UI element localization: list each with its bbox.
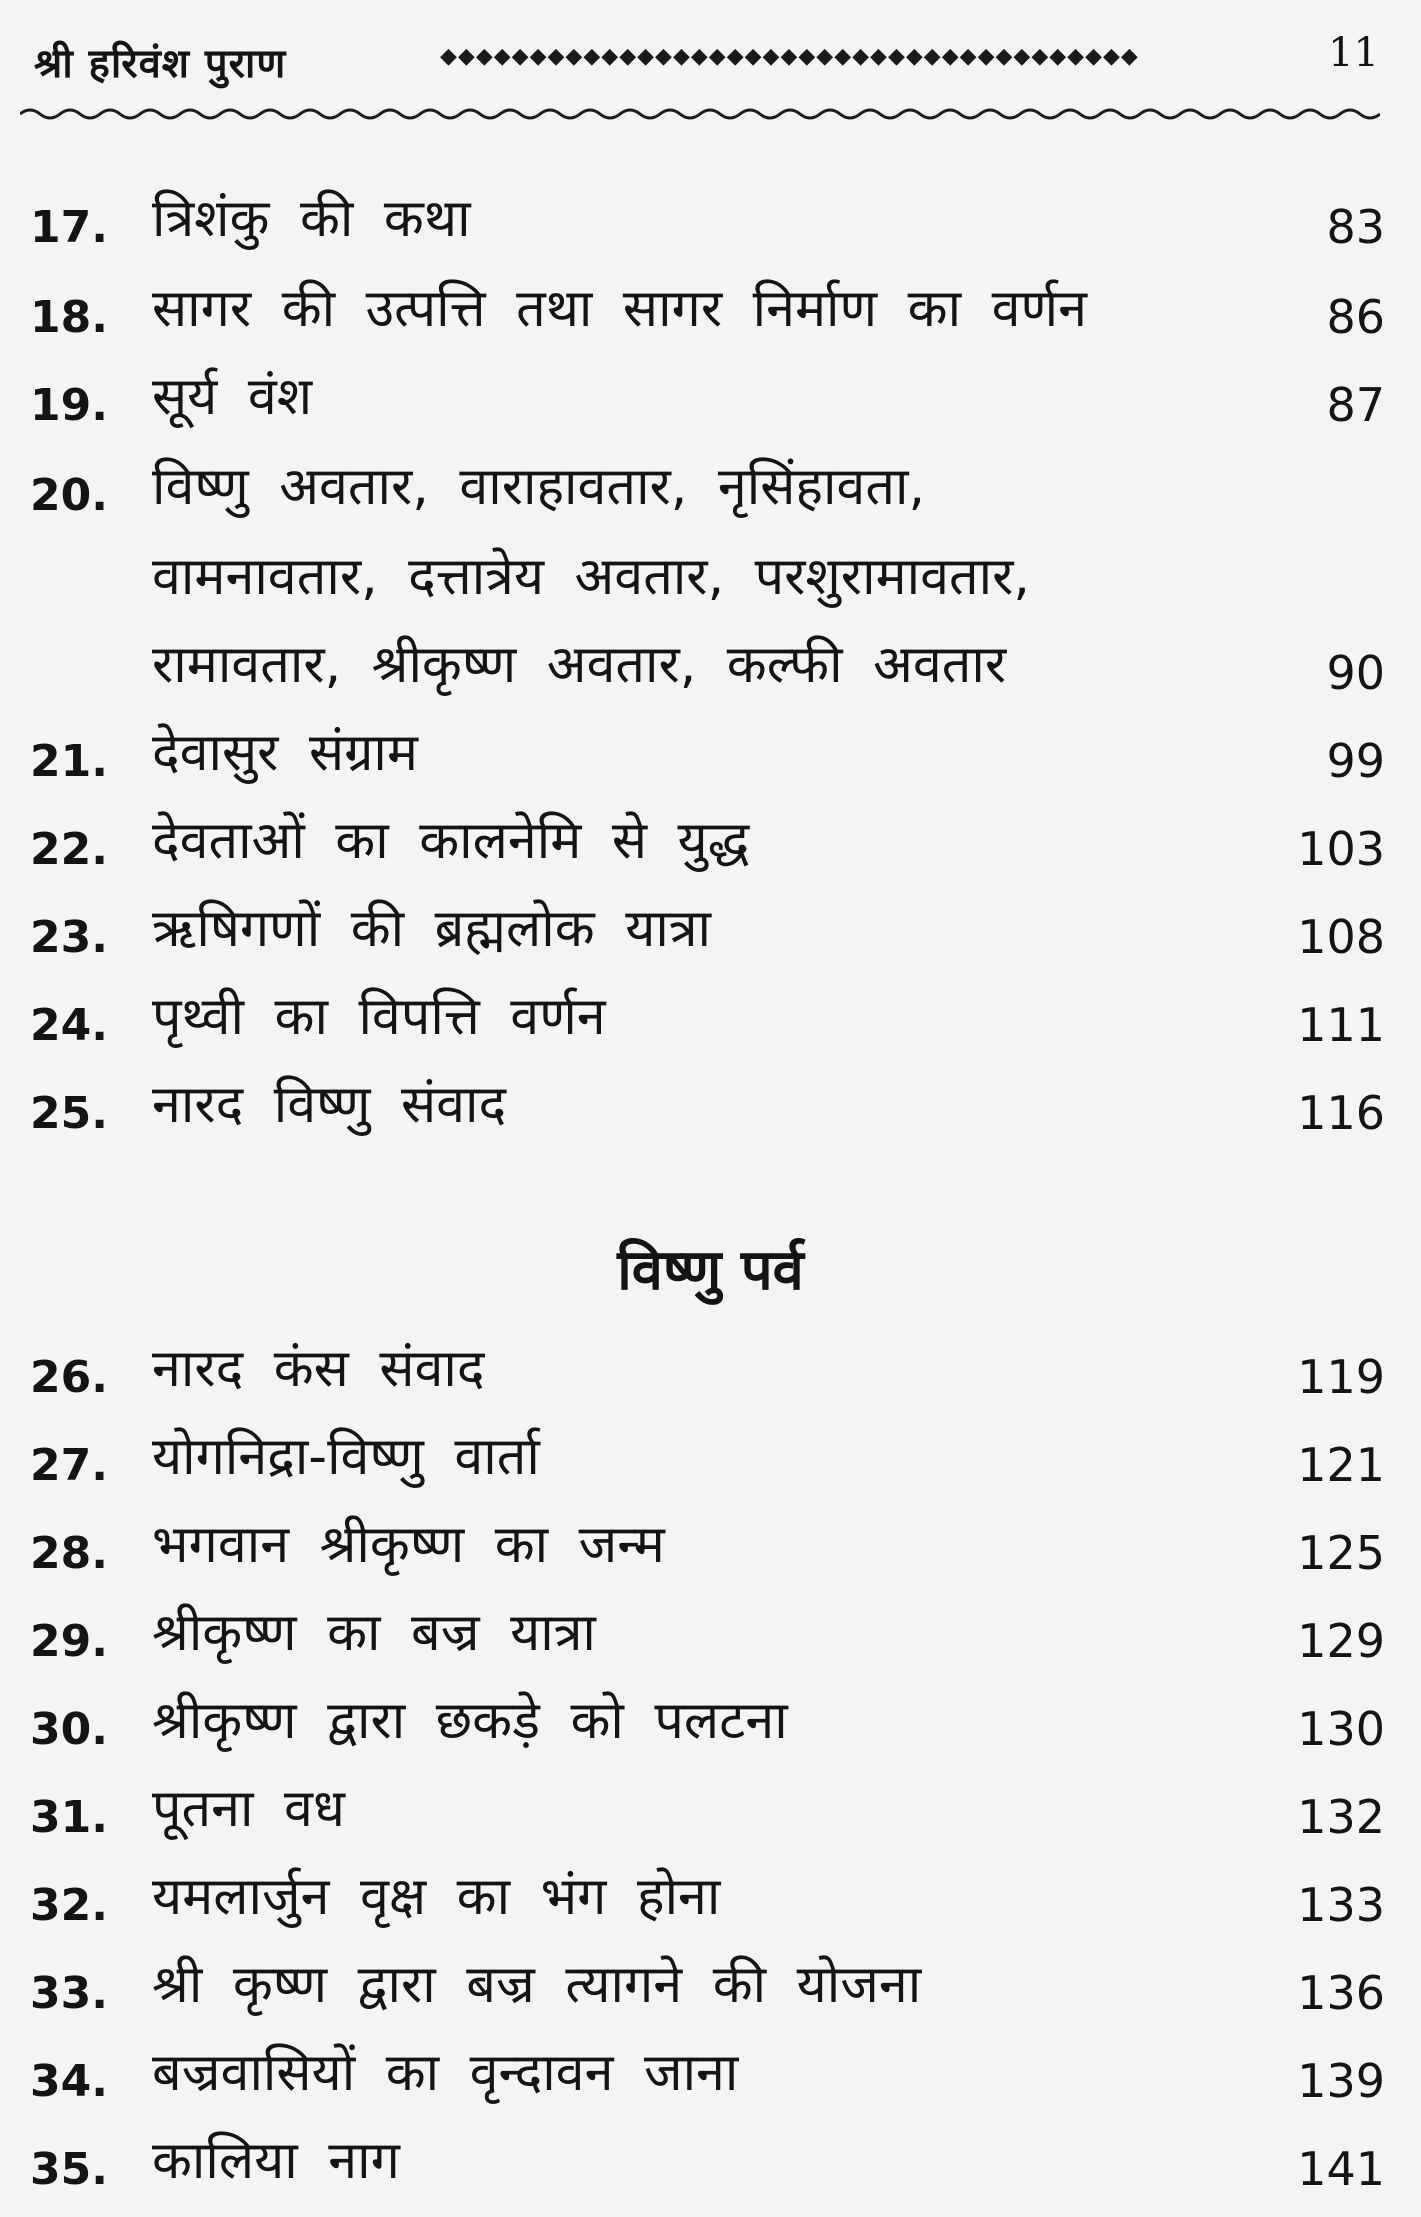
entry-page: 125 <box>1297 1526 1385 1580</box>
toc-entry <box>30 1938 1385 2020</box>
toc-entry <box>30 1674 1385 1756</box>
entry-number: 35. <box>30 2144 108 2195</box>
entry-title: श्रीकृष्ण का बज्र यात्रा <box>152 1603 596 1664</box>
entry-title: सूर्य वंश <box>152 367 313 428</box>
entry-page: 86 <box>1326 290 1385 344</box>
section-heading: विष्णु पर्व <box>617 1238 804 1303</box>
toc-entry <box>30 2026 1385 2108</box>
entry-title-line-3: रामावतार, श्रीकृष्ण अवतार, कल्फी अवतार <box>152 635 1007 696</box>
toc-entry <box>30 1762 1385 1844</box>
entry-title: नारद विष्णु संवाद <box>152 1075 507 1136</box>
entry-title: योगनिद्रा-विष्णु वार्ता <box>152 1427 540 1488</box>
entry-title: बज्रवासियों का वृन्दावन जाना <box>152 2043 739 2104</box>
toc-entry <box>30 882 1385 964</box>
entry-page: 103 <box>1297 822 1385 876</box>
toc-entry <box>30 2114 1385 2196</box>
entry-page: 111 <box>1297 998 1385 1052</box>
entry-title: सागर की उत्पत्ति तथा सागर निर्माण का वर्णन <box>152 279 1087 340</box>
entry-number: 31. <box>30 1792 108 1843</box>
entry-number: 18. <box>30 292 108 343</box>
toc-entry <box>30 970 1385 1052</box>
entry-page: 83 <box>1326 200 1385 254</box>
entry-number: 21. <box>30 736 108 787</box>
entry-number: 34. <box>30 2056 108 2107</box>
entry-title: पृथ्वी का विपत्ति वर्णन <box>152 987 606 1048</box>
entry-title: देवताओं का कालनेमि से युद्ध <box>152 811 750 872</box>
entry-page: 99 <box>1326 734 1385 788</box>
entry-page: 119 <box>1297 1350 1385 1404</box>
entry-page: 130 <box>1297 1702 1385 1756</box>
toc-entry <box>30 1850 1385 1932</box>
page-number: 11 <box>1328 30 1379 76</box>
entry-number: 22. <box>30 824 108 875</box>
entry-title: त्रिशंकु की कथा <box>152 189 471 250</box>
entry-title-line-2: वामनावतार, दत्तात्रेय अवतार, परशुरामावतार, <box>152 547 1030 608</box>
toc-entry <box>30 1058 1385 1140</box>
entry-number: 33. <box>30 1968 108 2019</box>
toc-entry <box>30 1410 1385 1492</box>
entry-page: 121 <box>1297 1438 1385 1492</box>
toc-entry <box>30 794 1385 876</box>
wavy-rule-divider <box>20 96 1380 126</box>
running-header <box>30 22 1379 102</box>
entry-number: 28. <box>30 1528 108 1579</box>
entry-title: पूतना वध <box>152 1779 345 1840</box>
entry-number: 26. <box>30 1352 108 1403</box>
entry-title: यमलार्जुन वृक्ष का भंग होना <box>152 1867 721 1928</box>
toc-entry <box>30 440 1385 521</box>
entry-number: 19. <box>30 380 108 431</box>
entry-title: कालिया नाग <box>152 2131 400 2192</box>
toc-entry <box>30 350 1385 432</box>
entry-number: 20. <box>30 470 108 521</box>
entry-page: 108 <box>1297 910 1385 964</box>
entry-number: 27. <box>30 1440 108 1491</box>
entry-number: 24. <box>30 1000 108 1051</box>
header-ornament: ◆◆◆◆◆◆◆◆◆◆◆◆◆◆◆◆◆◆◆◆◆◆◆◆◆◆◆◆◆◆◆◆◆◆◆◆◆◆◆ <box>440 44 1139 69</box>
entry-number: 25. <box>30 1088 108 1139</box>
toc-entry <box>30 1322 1385 1404</box>
toc-entry <box>30 1498 1385 1580</box>
entry-number: 30. <box>30 1704 108 1755</box>
entry-page: 129 <box>1297 1614 1385 1668</box>
entry-title-line-1: विष्णु अवतार, वाराहावतार, नृसिंहावता, <box>152 457 925 518</box>
toc-entry <box>30 172 1385 254</box>
entry-page: 116 <box>1297 1086 1385 1140</box>
entry-number: 17. <box>30 202 108 253</box>
entry-title: देवासुर संग्राम <box>152 723 418 784</box>
entry-title: भगवान श्रीकृष्ण का जन्म <box>152 1515 665 1576</box>
toc-entry-continuation <box>30 530 1385 608</box>
entry-page: 133 <box>1297 1878 1385 1932</box>
entry-number: 29. <box>30 1616 108 1667</box>
entry-title: ऋषिगणों की ब्रह्मलोक यात्रा <box>152 899 712 960</box>
entry-page: 90 <box>1326 646 1385 700</box>
entry-title: नारद कंस संवाद <box>152 1339 485 1400</box>
entry-title: श्री कृष्ण द्वारा बज्र त्यागने की योजना <box>152 1955 922 2016</box>
toc-entry <box>30 706 1385 788</box>
entry-page: 132 <box>1297 1790 1385 1844</box>
entry-page: 139 <box>1297 2054 1385 2108</box>
entry-number: 32. <box>30 1880 108 1931</box>
entry-page: 136 <box>1297 1966 1385 2020</box>
book-title: श्री हरिवंश पुराण <box>34 41 287 87</box>
toc-entry <box>30 1586 1385 1668</box>
entry-title: श्रीकृष्ण द्वारा छकड़े को पलटना <box>152 1691 788 1752</box>
entry-page: 141 <box>1297 2142 1385 2196</box>
entry-page: 87 <box>1326 378 1385 432</box>
toc-entry <box>30 262 1385 344</box>
toc-entry-continuation <box>30 618 1385 700</box>
entry-number: 23. <box>30 912 108 963</box>
